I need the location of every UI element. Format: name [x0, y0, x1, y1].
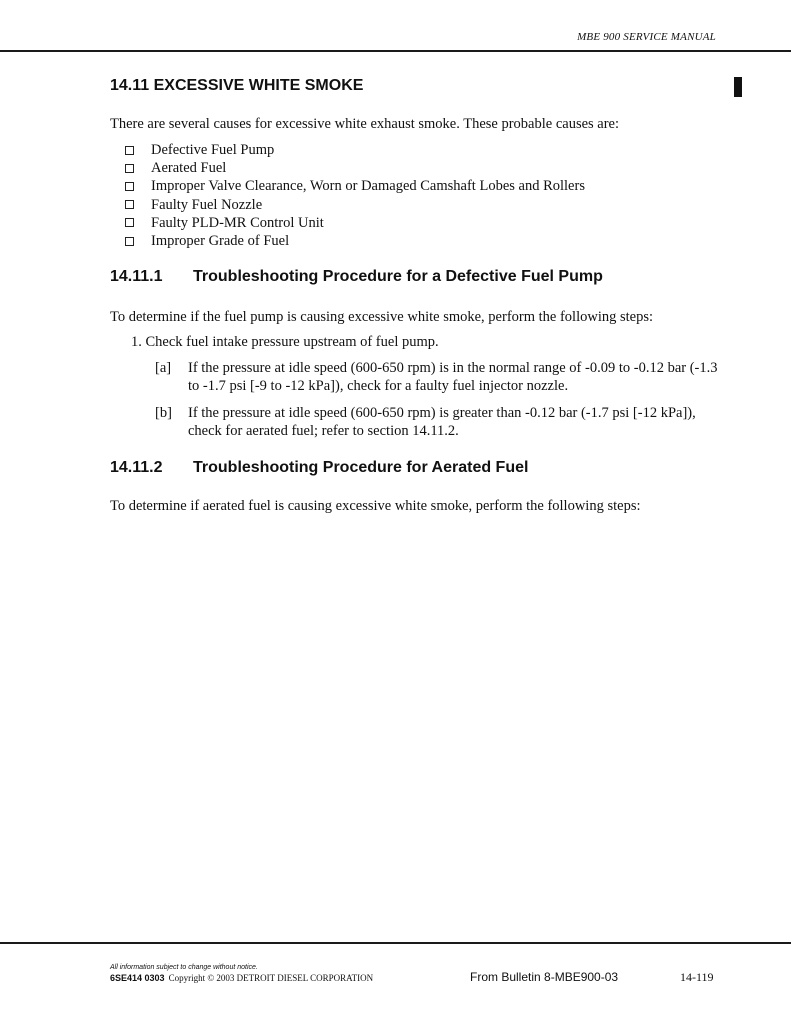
list-item: Faulty Fuel Nozzle [125, 196, 585, 214]
list-item: Aerated Fuel [125, 159, 585, 177]
subsection-heading-1 [110, 268, 603, 286]
manual-title: MBE 900 SERVICE MANUAL [577, 31, 716, 43]
checkbox-icon [125, 182, 134, 191]
list-item: Improper Grade of Fuel [125, 232, 585, 250]
sub-step-b [155, 404, 725, 440]
copyright: Copyright © 2003 DETROIT DIESEL CORPORATION [168, 973, 374, 983]
page-number: 14-119 [680, 970, 714, 984]
document-code: 6SE414 0303 [110, 973, 165, 983]
subsection-title: Troubleshooting Procedure for a Defective Fuel Pump [193, 268, 603, 285]
footer-rule [0, 942, 791, 944]
sub-step-label: [b] [155, 405, 172, 421]
section-intro: There are several causes for excessive white exhaust smoke. These probable causes are: [110, 116, 620, 132]
change-bar [734, 77, 742, 97]
sub-step-text: If the pressure at idle speed (600-650 rpm) is in the normal range of -0.09 to -0.12 bar (-1.3 to -1.7 psi [-9 to -12 kPa]), check for a faulty fuel injector nozzle. [188, 360, 718, 394]
subsection-number: 14.11.2 [110, 459, 163, 476]
checkbox-icon [125, 237, 134, 246]
sub-step-text: If the pressure at idle speed (600-650 rpm) is greater than -0.12 bar (-1.7 psi [-12 kPa]), check for aerated fuel; refer to section 14.11.2. [188, 405, 696, 439]
step-1: 1. Check fuel intake pressure upstream of fuel pump. [131, 334, 439, 350]
header-rule [0, 50, 791, 52]
subsection-number: 14.11.1 [110, 268, 163, 285]
causes-list [125, 141, 585, 250]
sub-step-a [155, 359, 725, 395]
checkbox-icon [125, 164, 134, 173]
list-item: Faulty PLD-MR Control Unit [125, 214, 585, 232]
list-item: Improper Valve Clearance, Worn or Damaged Camshaft Lobes and Rollers [125, 177, 585, 195]
list-item: Defective Fuel Pump [125, 141, 585, 159]
sub-step-label: [a] [155, 360, 172, 376]
footer-line [110, 973, 373, 983]
section-title: 14.11 EXCESSIVE WHITE SMOKE [110, 77, 364, 94]
footer-note: All information subject to change without notice. [110, 964, 258, 971]
subsection-title: Troubleshooting Procedure for Aerated Fuel [193, 459, 529, 476]
subsection-intro: To determine if aerated fuel is causing excessive white smoke, perform the following steps: [110, 498, 641, 514]
checkbox-icon [125, 218, 134, 227]
checkbox-icon [125, 200, 134, 209]
bulletin-reference: From Bulletin 8-MBE900-03 [470, 970, 619, 984]
subsection-intro: To determine if the fuel pump is causing excessive white smoke, perform the following steps: [110, 309, 654, 325]
subsection-heading-2 [110, 459, 528, 477]
checkbox-icon [125, 146, 134, 155]
